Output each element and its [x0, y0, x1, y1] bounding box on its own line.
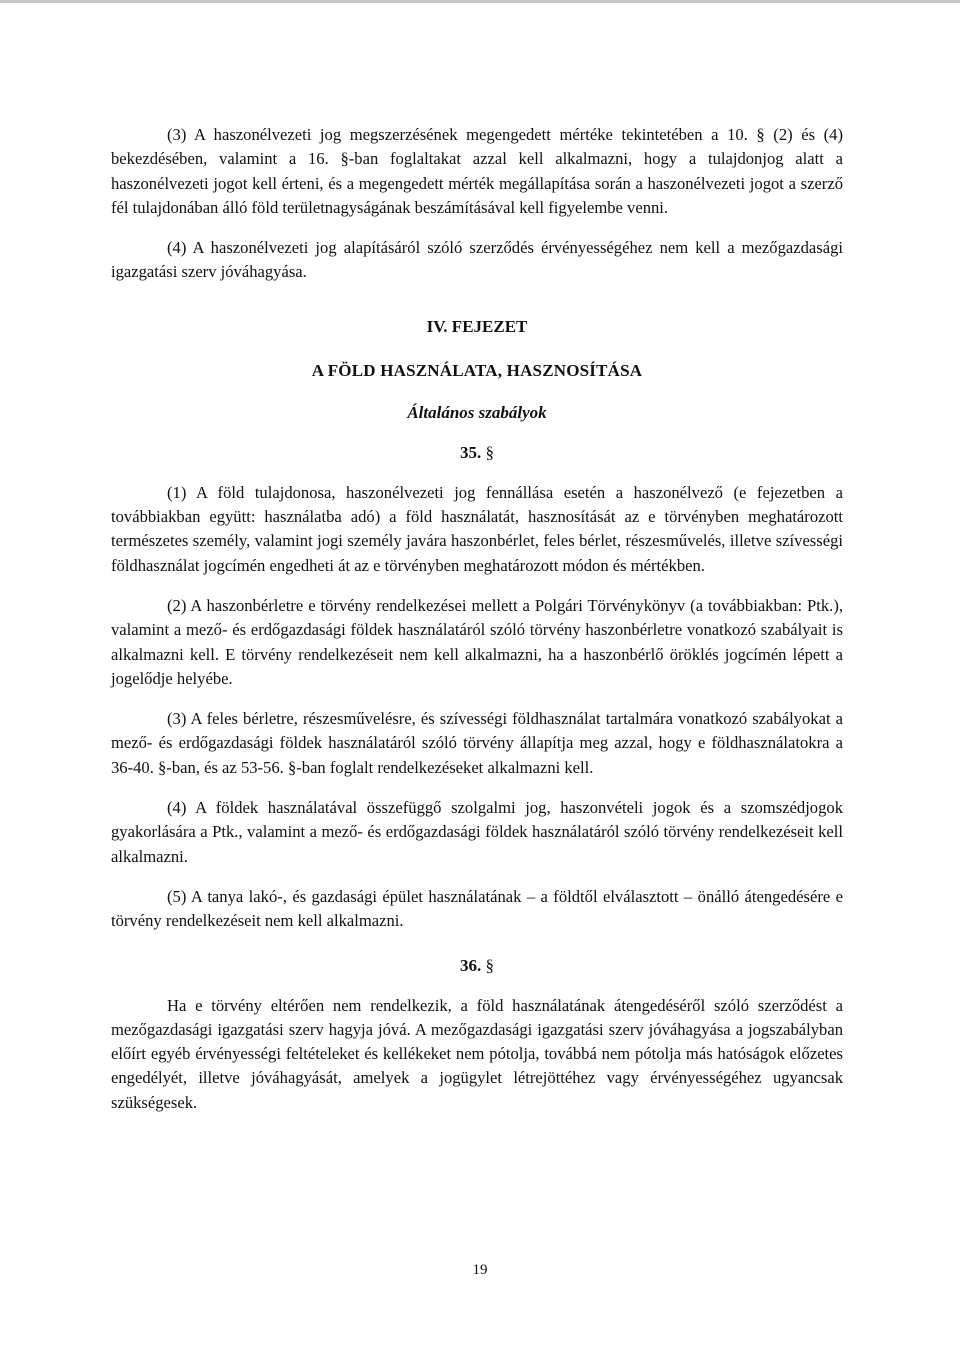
section-35-heading [111, 443, 843, 463]
page-number: 19 [472, 1262, 488, 1278]
paragraph-35-1: (1) A föld tulajdonosa, haszonélvezeti jog fennállása esetén a haszonélvező (e fejezetben a továbbiakban együtt: használatba adó) a föld használatát, hasznosítását az e törvényben meghatározott természetes személy, valamint jogi személy javára haszonbérlet, feles bérlet, részesművelés, illetve szívességi földhasználat jogcímén engedheti át az e törvényben meghatározott módon és mértékben. [111, 482, 843, 575]
paragraph-34-3: (3) A haszonélvezeti jog megszerzésének megengedett mértéke tekintetében a 10. § (2) és (4) bekezdésében, valamint a 16. §-ban foglaltakat azzal kell alkalmazni, hogy a tulajdonjog alatt a haszonélvezeti jogot kell érteni, és a megengedett mérték megállapítása során a haszonélvezeti jogot a szerző fél tulajdonában álló föld területnagyságának beszámításával kell figyelembe venni. [111, 125, 843, 217]
paragraph-34-4: (4) A haszonélvezeti jog alapításáról szóló szerződés érvényességéhez nem kell a mezőgazdasági igazgatási szerv jóváhagyása. [111, 238, 843, 282]
paragraph-35-4: (4) A földek használatával összefüggő szolgalmi jog, haszonvételi jogok és a szomszédjogok gyakorlására a Ptk., valamint a mező- és erdőgazdasági földek használatáról szóló törvény rendelkezéseit kell alkalmazni. [111, 798, 843, 866]
document-page [111, 123, 843, 1115]
section-35-body [111, 481, 843, 934]
section-number: 36. [460, 955, 482, 975]
paragraph-35-2: (2) A haszonbérletre e törvény rendelkezései mellett a Polgári Törvénykönyv (a továbbiakban: Ptk.), valamint a mező- és erdőgazdasági földek használatáról szóló törvény haszonbérletre vonatkozó szabályait is alkalmazni kell. E törvény rendelkezéseit nem kell alkalmazni, ha a haszonbérlő öröklés jogcímén lépett a jogelődje helyébe. [111, 595, 843, 688]
scan-top-edge [0, 0, 960, 3]
paragraph-36: Ha e törvény eltérően nem rendelkezik, a föld használatának átengedéséről szóló szerződést a mezőgazdasági igazgatási szerv hagyja jóvá. A mezőgazdasági igazgatási szerv jóváhagyása a jogszabályban előírt egyéb érvényességi feltételeket és kellékeket nem pótolja, továbbá nem pótolja más hatóságok előzetes engedélyét, illetve jóváhagyását, amelyek a jogügylet létrejöttéhez vagy érvényességéhez ugyancsak szükségesek. [111, 995, 843, 1112]
chapter-heading: IV. FEJEZET [426, 316, 528, 336]
section-subtitle: Általános szabályok [407, 402, 547, 422]
section-36-heading [111, 956, 843, 976]
paragraph-35-5: (5) A tanya lakó-, és gazdasági épület használatának – a földtől elválasztott – önálló átengedésére e törvény rendelkezéseit nem kell alkalmazni. [111, 886, 843, 931]
section-number: 35. [460, 442, 482, 462]
chapter-title: A FÖLD HASZNÁLATA, HASZNOSÍTÁSA [311, 360, 643, 380]
section-36-body [111, 994, 843, 1115]
paragraph-35-3: (3) A feles bérletre, részesművelésre, és szívességi földhasználat tartalmára vonatkozó szabályokat a mező- és erdőgazdasági földek használatáról szóló törvény állapítja meg azzal, hogy e földhasználatokra a 36-40. §-ban, és az 53-56. §-ban foglalt rendelkezéseket alkalmazni kell. [111, 709, 843, 777]
section-sign: § [485, 955, 494, 975]
section-sign: § [485, 442, 494, 462]
